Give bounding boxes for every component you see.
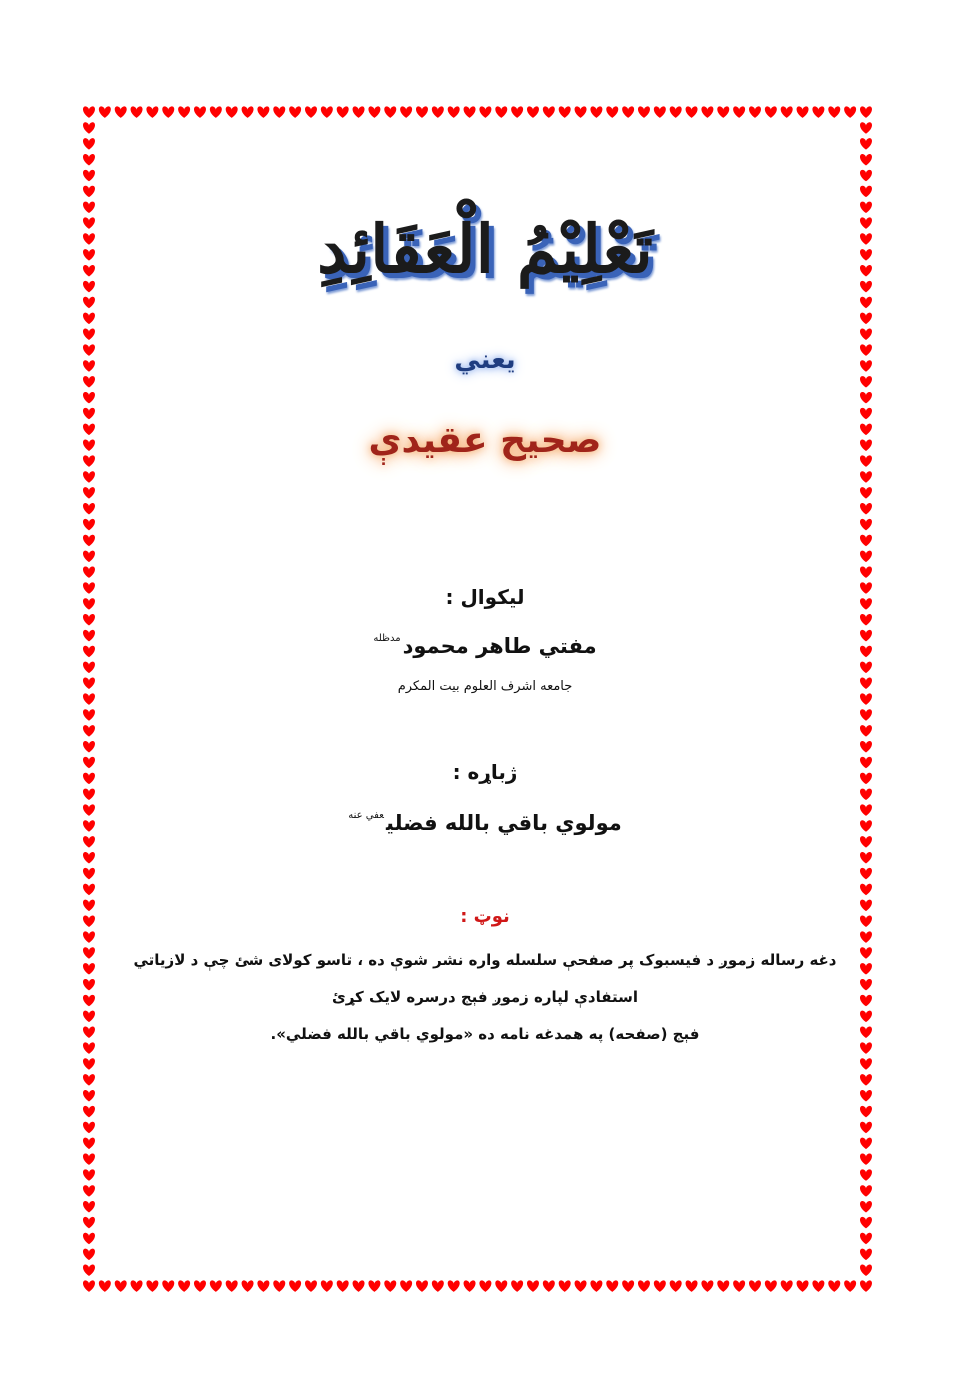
author-label: ليکوال : — [445, 585, 525, 609]
heart-icon — [83, 138, 95, 149]
heart-icon — [543, 1280, 555, 1291]
heart-icon — [115, 106, 127, 117]
heart-icon — [162, 1280, 174, 1291]
heart-icon — [432, 1280, 444, 1291]
heart-icon — [83, 709, 95, 720]
heart-icon — [83, 931, 95, 942]
heart-icon — [242, 1280, 254, 1291]
heart-icon — [83, 836, 95, 847]
heart-icon — [83, 789, 95, 800]
heart-icon — [321, 106, 333, 117]
heart-icon — [781, 1280, 793, 1291]
heart-icon — [289, 1280, 301, 1291]
heart-icon — [844, 1280, 856, 1291]
heart-icon — [575, 1280, 587, 1291]
book-subtitle: صحيح عقيدې — [368, 420, 602, 461]
heart-icon — [797, 106, 809, 117]
heart-icon — [511, 1280, 523, 1291]
heart-icon — [83, 455, 95, 466]
heart-icon — [83, 662, 95, 673]
heart-icon — [83, 852, 95, 863]
heart-icon — [400, 106, 412, 117]
heart-icon — [686, 1280, 698, 1291]
translator-name-line — [100, 810, 870, 835]
heart-icon — [812, 106, 824, 117]
translator-label: ژباړه : — [452, 760, 518, 784]
heart-icon — [527, 1280, 539, 1291]
heart-icon — [844, 106, 856, 117]
heart-icon — [384, 1280, 396, 1291]
heart-icon — [654, 1280, 666, 1291]
heart-icon — [638, 1280, 650, 1291]
heart-icon — [99, 1280, 111, 1291]
heart-icon — [83, 1027, 95, 1038]
heart-icon — [83, 249, 95, 260]
heart-icon — [622, 106, 634, 117]
heart-icon — [83, 202, 95, 213]
heart-icon — [162, 106, 174, 117]
heart-icon — [242, 106, 254, 117]
cover-page — [100, 120, 870, 1280]
heart-icon — [749, 106, 761, 117]
heart-icon — [273, 106, 285, 117]
heart-icon — [83, 1042, 95, 1053]
heart-icon — [83, 646, 95, 657]
heart-icon — [226, 106, 238, 117]
heart-icon — [83, 344, 95, 355]
author-honorific: مدظله — [373, 633, 401, 644]
heart-icon — [83, 1280, 95, 1291]
heart-icon — [860, 1280, 872, 1291]
heart-icon — [400, 1280, 412, 1291]
heart-icon — [178, 106, 190, 117]
heart-icon — [83, 1074, 95, 1085]
heart-icon — [432, 106, 444, 117]
author-institution: جامعه اشرف العلوم بيت المکرم — [397, 679, 573, 694]
heart-icon — [765, 1280, 777, 1291]
heart-icon — [83, 217, 95, 228]
heart-icon — [83, 820, 95, 831]
heart-icon — [559, 106, 571, 117]
heart-icon — [83, 1217, 95, 1228]
heart-icon — [733, 1280, 745, 1291]
heart-icon — [717, 1280, 729, 1291]
heart-icon — [83, 614, 95, 625]
heart-icon — [448, 106, 460, 117]
heart-icon — [337, 106, 349, 117]
heart-icon — [368, 1280, 380, 1291]
heart-icon — [448, 1280, 460, 1291]
heart-icon — [670, 106, 682, 117]
heart-icon — [527, 106, 539, 117]
heart-icon — [289, 106, 301, 117]
heart-icon — [146, 1280, 158, 1291]
heart-icon — [812, 1280, 824, 1291]
heart-icon — [83, 915, 95, 926]
heart-icon — [83, 1122, 95, 1133]
heart-icon — [384, 106, 396, 117]
heart-icon — [83, 281, 95, 292]
heart-icon — [368, 106, 380, 117]
heart-icon — [511, 106, 523, 117]
heart-icon — [83, 741, 95, 752]
heart-icon — [273, 1280, 285, 1291]
author-name-line — [100, 633, 870, 658]
heart-icon — [606, 106, 618, 117]
note-label: نوټ : — [460, 906, 510, 927]
heart-icon — [701, 1280, 713, 1291]
heart-icon — [83, 503, 95, 514]
heart-icon — [353, 106, 365, 117]
heart-icon — [194, 1280, 206, 1291]
heart-icon — [654, 106, 666, 117]
heart-icon — [321, 1280, 333, 1291]
heart-icon — [83, 678, 95, 689]
heart-icon — [464, 1280, 476, 1291]
heart-icon — [83, 313, 95, 324]
note-text — [110, 942, 860, 1053]
heart-icon — [83, 598, 95, 609]
heart-icon — [686, 106, 698, 117]
heart-icon — [131, 106, 143, 117]
heart-icon — [83, 519, 95, 530]
heart-icon — [83, 884, 95, 895]
heart-icon — [83, 1011, 95, 1022]
heart-icon — [416, 1280, 428, 1291]
note-line: استفادې لپاره زموږ فېج درسره لايک کړئ — [331, 988, 639, 1006]
heart-icon — [83, 328, 95, 339]
heart-icon — [416, 106, 428, 117]
heart-icon — [765, 106, 777, 117]
heart-icon — [353, 1280, 365, 1291]
note-line: دغه رساله زموږ د فيسبوک پر صفحې سلسله واره نشر شوې ده ، تاسو کولای شئ چې د لازياتي — [133, 951, 837, 969]
heart-icon — [305, 1280, 317, 1291]
heart-icon — [83, 725, 95, 736]
heart-icon — [83, 1058, 95, 1069]
heart-icon — [638, 106, 650, 117]
heart-icon — [606, 1280, 618, 1291]
heart-icon — [83, 424, 95, 435]
heart-icon — [337, 1280, 349, 1291]
heart-icon — [701, 106, 713, 117]
heart-icon — [305, 106, 317, 117]
heart-icon — [717, 106, 729, 117]
heart-icon — [670, 1280, 682, 1291]
translator-name: مولوي باقي بالله فضلي — [386, 811, 622, 835]
heart-icon — [83, 1138, 95, 1149]
heart-icon — [83, 995, 95, 1006]
heart-icon — [194, 106, 206, 117]
heart-icon — [99, 106, 111, 117]
heart-icon — [83, 566, 95, 577]
heart-icon — [83, 535, 95, 546]
heart-icon — [860, 106, 872, 117]
heart-icon — [575, 106, 587, 117]
heart-icon — [210, 106, 222, 117]
heart-icon — [479, 1280, 491, 1291]
heart-icon — [83, 963, 95, 974]
heart-icon — [178, 1280, 190, 1291]
heart-icon — [83, 979, 95, 990]
heart-icon — [797, 1280, 809, 1291]
heart-icon — [83, 408, 95, 419]
note-line: فېج (صفحه) په همدغه نامه ده «مولوي باقي بالله فضلي». — [270, 1025, 700, 1043]
heart-icon — [83, 186, 95, 197]
heart-icon — [115, 1280, 127, 1291]
heart-icon — [590, 106, 602, 117]
heart-icon — [83, 757, 95, 768]
heart-icon — [146, 106, 158, 117]
heart-icon — [83, 900, 95, 911]
heart-icon — [83, 1153, 95, 1164]
heart-icon — [83, 471, 95, 482]
heart-icon — [226, 1280, 238, 1291]
heart-icon — [83, 1249, 95, 1260]
heart-icon — [495, 106, 507, 117]
book-title: تَعْلِيْمُ الْعَقَائِدِ — [317, 210, 653, 288]
heart-icon — [83, 122, 95, 133]
heart-icon — [83, 693, 95, 704]
translator-honorific: عفي عنه — [348, 810, 385, 821]
heart-icon — [83, 154, 95, 165]
heart-icon — [559, 1280, 571, 1291]
heart-icon — [83, 440, 95, 451]
author-name: مفتي طاهر محمود — [402, 634, 597, 658]
heart-icon — [83, 1169, 95, 1180]
heart-icon — [749, 1280, 761, 1291]
heart-icon — [83, 106, 95, 117]
heart-icon — [83, 1201, 95, 1212]
heart-icon — [83, 947, 95, 958]
heart-icon — [828, 1280, 840, 1291]
heart-icon — [733, 106, 745, 117]
heart-icon — [83, 582, 95, 593]
title-connector: يعني — [454, 345, 516, 375]
heart-icon — [590, 1280, 602, 1291]
heart-icon — [622, 1280, 634, 1291]
heart-icon — [83, 233, 95, 244]
heart-icon — [83, 265, 95, 276]
heart-icon — [543, 106, 555, 117]
heart-icon — [83, 1233, 95, 1244]
heart-icon — [828, 106, 840, 117]
heart-icon — [83, 773, 95, 784]
heart-icon — [131, 1280, 143, 1291]
heart-icon — [83, 868, 95, 879]
heart-icon — [257, 106, 269, 117]
heart-icon — [83, 360, 95, 371]
heart-icon — [83, 170, 95, 181]
heart-icon — [83, 630, 95, 641]
heart-icon — [781, 106, 793, 117]
heart-icon — [83, 392, 95, 403]
heart-icon — [83, 297, 95, 308]
heart-icon — [257, 1280, 269, 1291]
heart-icon — [83, 1090, 95, 1101]
heart-icon — [495, 1280, 507, 1291]
heart-icon — [83, 487, 95, 498]
heart-icon — [83, 551, 95, 562]
heart-icon — [464, 106, 476, 117]
heart-icon — [210, 1280, 222, 1291]
heart-icon — [83, 804, 95, 815]
heart-icon — [83, 1265, 95, 1276]
heart-icon — [83, 1185, 95, 1196]
heart-icon — [479, 106, 491, 117]
heart-icon — [83, 376, 95, 387]
heart-icon — [83, 1106, 95, 1117]
